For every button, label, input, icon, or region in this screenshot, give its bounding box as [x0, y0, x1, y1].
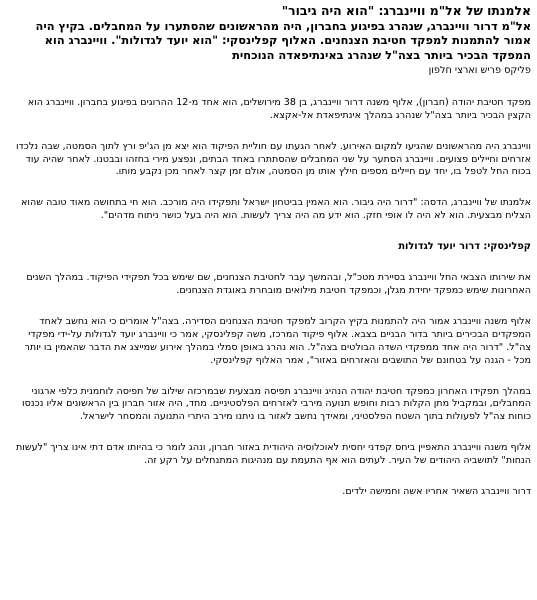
- closing-paragraph: דרור וויינברג השאיר אחריו אשה וחמישה ילדים.: [342, 486, 531, 498]
- paragraph: אלמנתו של וויינברג, הדסה: "דרור היה גיבור. הוא האמין בביטחון ישראל ותפקידו היה מורכב. הוא חי בתחושה מאוד טובה שהוא הצליח מבצעית. הוא לא היה לו אופי חזק. הוא ידע מה היה צריך לעשות. הוא היה בעל כושר ניתוח מדהים".: [21, 197, 531, 222]
- headline-title: אלמנתו של אל"מ וויינברג: "הוא היה גיבור": [281, 3, 531, 18]
- section-subheading: קפלינסקי: דרור יועד לגדולות: [398, 241, 531, 253]
- paragraph: וויינברג היה מהראשונים שהגיעו למקום האירוע. לאחר הגעתו עם חוליית הפיקוד הוא יצא מן הג'יפ ורץ לתוך הסמטה, שבה נלכדו אזרחים וחיילים פצועים. וויינברג הסתער על שני המחבלים שהסתתרו באחד הבתים, ונפצע מירי בחזהו ובבטנו. לאחר שהיה עוד בכוח החל לטפל בו, יחד עם חיילים מספים חילץ אותו מן הסמטה, אולם זמן קצר לאחר מכן נקבע מותו.: [15, 140, 531, 178]
- paragraph: את שירותו הצבאי החל וויינברג בסיירת מטכ"ל, ובהמשך עבר לחטיבת הצנחנים, שם שימש בכל תפקידי הפיקוד. במהלך השנים האחרונות שימש כמפקד יחידת מגלן, וכמפקד חטיבת מילואים מובחרת באוגדת הצנחנים.: [26, 272, 531, 296]
- byline: פליקס פריש וארצי חלפון: [428, 64, 531, 76]
- paragraph: אלוף משנה וויינברג התאפיין ביחס קפדני יחסית לאוכלוסיה היהודית באזור חברון, ונהג לומר כי בהיותו אדם דתי אינו צריך "לעשות הנחות" לתושביה היהודים של העיר. לעתים הוא אף התעמת עם מנהיגות המתנחלים על רקע זה.: [15, 442, 531, 467]
- headline-lead: אל"מ דרור וויינברג, שנהרג בפיגוע בחברון, היה מהראשונים שהסתערו על המחבלים. בקיץ היה אמור להתמנות למפקד חטיבת הצנחנים. האלוף קפלינסקי: "הוא יועד לגדולות". וויינברג הוא המפקד הבכיר ביותר בצה"ל שנהרג באינתיפאדה הנוכחית: [35, 19, 531, 62]
- paragraph: מפקד חטיבת יהודה (חברון), אלוף משנה דרור וויינברג, בן 38 מירושלים, הוא אחד מ-12 ההרוגים בפיגוע בחברון. וויינברג הוא הקצין הבכיר ביותר בצה"ל שנהרג במהלך אינתיפאדת אל-אקצא.: [27, 96, 531, 121]
- paragraph: אלוף משנה וויינברג אמור היה להתמנות בקיץ הקרוב למפקד חטיבת הצנחנים הסדירה. בצה"ל אומרים כי הוא נחשב לאחד המפקדים הבכירים ביותר בדור הבניים בצבא. אלוף פיקוד המרכז, משה קפלינסקי, אמר כי וויינברג יועד לגדולות על-ידי מפקדי צה"ל. "דרור היה אחד ממפקדי השדה הבולטים בצה"ל. הוא נהרג באופן סמלי במהלך אירוע שמייצג את הדבר שהאמין בו יותר מכל - הגנה על בטחונם של התושבים והאזרחים באזור", אמר האלוף קפלינסקי.: [24, 315, 531, 366]
- paragraph: במהלך תפקידו האחרון כמפקד חטיבת יהודה הנהיג וויינברג תפיסה מבצעית שבמרכזה שילוב של תפיסה לוחמנית כלפי ארגוני המחבלים, ובמקביל מתן הקלות רבות וחופש תנועה מירבי לאזרחים הפלסטיניים. מחד, היה אזור חברון בין הראשונים אליו נכנסו כוחות צה"ל לפעולות בתוך השטח הפלסטיני, ומאידך נחשב לאזור בו ניתנו מירב היתרי התנועה והמסחר לישראל.: [21, 385, 531, 423]
- article-headline: [8, 4, 531, 62]
